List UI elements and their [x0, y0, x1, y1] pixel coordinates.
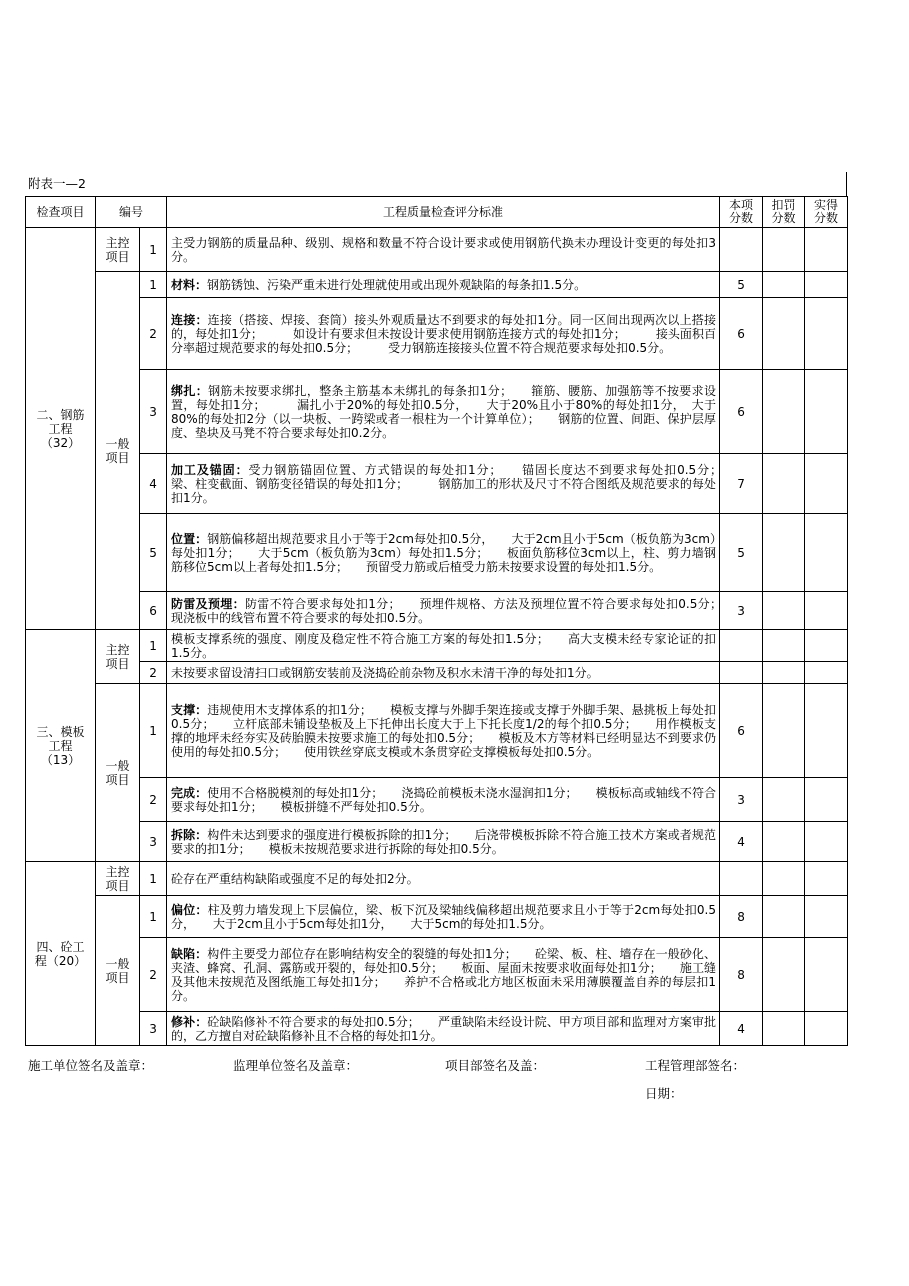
item-score: 3 [720, 592, 763, 630]
section-3-name-l2: 工程 [48, 738, 73, 753]
header-code: 编号 [96, 197, 167, 228]
table-row [26, 822, 848, 862]
item-score [720, 630, 763, 662]
table-row [26, 630, 848, 662]
item-score: 6 [720, 370, 763, 454]
item-text: 构件主要受力部位存在影响结构安全的裂缝的每处扣1分； 砼梁、板、柱、墙存在一般砂化、夹渣、蜂窝、孔洞、露筋或开裂的，每处扣0.5分； 板面、屋面未按要求收面每处扣1分； 施工缝及其他未按规范及图纸施工每处扣1分； 养护不合格或北方地区板面未采用薄膜覆盖自养的每层扣1分。 [171, 946, 717, 1003]
header-score-l2: 分数 [729, 211, 754, 225]
item-deduction [763, 896, 805, 938]
item-actual [805, 684, 848, 778]
item-keyword: 连接： [171, 312, 208, 327]
item-deduction [763, 298, 805, 370]
date-label: 日期： [645, 1086, 683, 1101]
section-4-general-label-l2: 项目 [105, 970, 130, 985]
item-actual [805, 822, 848, 862]
item-text: 违规使用木支撑体系的扣1分； 模板支撑与外脚手架连接或支撑于外脚手架、悬挑板上每处扣0.5分； 立杆底部未铺设垫板及上下托伸出长度大于上下托长度1/2的每个扣0.5分； 用作模板支撑的地坪未经夯实及砖胎膜未按要求施工的每处扣0.5分； 模板及木方等材料已经明显达不到要求仍使用的每处扣0.5分； 使用铁丝穿底支模或木条贯穿砼支撑模板每处扣0.5分。 [171, 702, 717, 759]
item-score [720, 662, 763, 684]
section-3-main-label-l1: 主控 [105, 642, 130, 657]
item-text-cell [167, 684, 720, 778]
item-text: 构件未达到要求的强度进行模板拆除的扣1分； 后浇带模板拆除不符合施工技术方案或者规范要求的扣1分； 模板未按规范要求进行拆除的每处扣0.5分。 [171, 827, 717, 856]
section-4-main-label [96, 862, 140, 896]
header-row [26, 197, 848, 228]
item-deduction [763, 684, 805, 778]
item-actual [805, 298, 848, 370]
contractor-signature-label: 施工单位签名及盖章： [28, 1058, 154, 1073]
item-text-cell [167, 592, 741, 630]
section-4-main-label-l2: 项目 [105, 878, 130, 893]
item-deduction [763, 822, 805, 862]
section-3-general-label-l2: 项目 [105, 772, 130, 787]
item-deduction [763, 370, 805, 454]
section-4-general-label [96, 896, 140, 1046]
item-text-cell [167, 1012, 720, 1046]
item-keyword: 位置： [171, 531, 208, 546]
section-3-main-label [96, 630, 140, 684]
item-actual [805, 938, 848, 1012]
item-text-cell [167, 822, 720, 862]
header-actual-l2: 分数 [814, 211, 839, 225]
item-deduction [763, 778, 805, 822]
section-2-general-label-l1: 一般 [105, 436, 130, 451]
item-text: 柱及剪力墙发现上下层偏位，梁、板下沉及梁轴线偏移超出规范要求且小于等于2cm每处扣0.5分， 大于2cm且小于5cm每处扣1分， 大于5cm的每处扣1.5分。 [171, 902, 717, 931]
header-standard: 工程质量检查评分标准 [167, 197, 720, 228]
item-number: 3 [140, 1012, 167, 1046]
section-2-general-label-l2: 项目 [105, 450, 130, 465]
section-4-main-label-l1: 主控 [105, 864, 130, 879]
item-keyword: 加工及锚固： [171, 462, 249, 477]
item-deduction [763, 592, 805, 630]
section-4-name-l1: 四、砼工 [36, 939, 85, 954]
item-number: 1 [140, 896, 167, 938]
item-number: 2 [140, 778, 167, 822]
item-keyword: 绑扎： [171, 383, 209, 398]
section-2-name-l3: （32） [40, 435, 81, 450]
item-deduction [763, 662, 805, 684]
item-text: 主受力钢筋的质量品种、级别、规格和数量不符合设计要求或使用钢筋代换未办理设计变更的每处扣3分。 [171, 235, 717, 264]
header-score [720, 197, 763, 228]
project-dept-signature-label: 项目部签名及盖： [445, 1058, 546, 1073]
item-number: 1 [140, 272, 167, 298]
section-3-general-label [96, 684, 140, 862]
item-text: 受力钢筋锚固位置、方式错误的每处扣1分； 锚固长度达不到要求每处扣0.5分； 梁、柱变截面、钢筋变径错误的每处扣1分； 钢筋加工的形状及尺寸不符合图纸及规范要求的每处扣1分。 [171, 462, 753, 505]
item-number: 3 [140, 822, 167, 862]
item-actual [805, 228, 848, 272]
item-actual [805, 454, 848, 514]
item-text: 使用不合格脱模剂的每处扣1分； 浇捣砼前模板未浇水湿润扣1分； 模板标高或轴线不符合要求每处扣1分； 模板拼缝不严每处扣0.5分。 [171, 785, 717, 814]
item-score: 5 [720, 272, 763, 298]
table-row [26, 684, 848, 778]
table-row [26, 370, 848, 454]
item-actual [805, 272, 848, 298]
item-actual [805, 1012, 848, 1046]
section-2-general-label [96, 272, 140, 630]
section-4-general-label-l1: 一般 [105, 956, 130, 971]
header-actual-l1: 实得 [814, 198, 839, 212]
item-number: 1 [140, 228, 167, 272]
item-score: 8 [720, 896, 763, 938]
item-number: 5 [140, 514, 167, 592]
table-row [26, 514, 848, 592]
table-row [26, 662, 848, 684]
item-number: 4 [140, 454, 167, 514]
item-text: 钢筋未按要求绑扎，整条主筋基本未绑扎的每条扣1分； 箍筋、腰筋、加强筋等不按要求设置，每处扣1分； 漏扎小于20%的每处扣0.5分， 大于20%且小于80%的每处扣1分， 大于80%的每处扣2分（以一块板、一跨梁或者一根柱为一个计算单位）； 钢筋的位置、间距、保护层厚度、垫块及马凳不符合要求每处扣0.2分。 [171, 383, 717, 440]
item-text-cell [167, 454, 753, 514]
item-deduction [763, 630, 805, 662]
item-text-cell [167, 896, 720, 938]
table-row [26, 454, 848, 514]
section-4-name-l2: 程（20） [34, 953, 87, 968]
item-actual [805, 896, 848, 938]
supervisor-signature-label: 监理单位签名及盖章： [233, 1058, 359, 1073]
item-score: 4 [720, 822, 763, 862]
section-3-name-l1: 三、模板 [36, 724, 85, 739]
table-row [26, 896, 848, 938]
item-number: 1 [140, 630, 167, 662]
table-row [26, 228, 848, 272]
item-keyword: 材料： [171, 277, 208, 292]
item-text: 连接（搭接、焊接、套筒）接头外观质量达不到要求的每处扣1分。同一区间出现两次以上搭接的，每处扣1分； 如设计有要求但未按设计要求使用钢筋连接方式的每处扣1分； 接头面积百分率超过规范要求的每处扣0.5分； 受力钢筋连接接头位置不符合规范要求每处扣0.5分。 [171, 312, 717, 355]
evaluation-table [25, 196, 848, 1046]
item-text-cell [167, 298, 720, 370]
item-text: 未按要求留设清扫口或钢筋安装前及浇捣砼前杂物及积水未清干净的每处扣1分。 [171, 665, 599, 680]
item-text: 防雷不符合要求每处扣1分； 预埋件规格、方法及预埋位置不符合要求每处扣0.5分； 现浇板中的线管布置不符合要求的每处扣0.5分。 [171, 596, 741, 625]
item-score: 4 [720, 1012, 763, 1046]
item-deduction [763, 862, 805, 896]
item-number: 2 [140, 662, 167, 684]
section-3-general-label-l1: 一般 [105, 758, 130, 773]
item-text: 砼缺陷修补不符合要求的每处扣0.5分； 严重缺陷未经设计院、甲方项目部和监理对方案审批的，乙方擅自对砼缺陷修补且不合格的每处扣1分。 [171, 1014, 716, 1043]
item-text: 钢筋锈蚀、污染严重未进行处理就使用或出现外观缺陷的每条扣1.5分。 [207, 277, 587, 292]
section-2-main-label [96, 228, 140, 272]
item-deduction [763, 514, 805, 592]
section-2-name [26, 228, 96, 630]
item-deduction [763, 228, 805, 272]
item-text-cell [167, 514, 720, 592]
item-deduction [763, 272, 805, 298]
doc-id: 附表一—2 [25, 172, 847, 196]
item-score: 6 [720, 298, 763, 370]
section-4-name [26, 862, 96, 1046]
signature-area [25, 1046, 847, 1106]
item-number: 2 [140, 298, 167, 370]
item-actual [805, 778, 848, 822]
item-text-cell [167, 662, 720, 684]
table-row [26, 1012, 848, 1046]
item-keyword: 缺陷： [171, 946, 208, 961]
section-2-main-label-l1: 主控 [105, 235, 130, 250]
item-actual [805, 630, 848, 662]
item-text-cell [167, 938, 720, 1012]
item-number: 3 [140, 370, 167, 454]
table-row [26, 272, 848, 298]
header-item: 检查项目 [26, 197, 96, 228]
item-text-cell [167, 272, 720, 298]
section-2-main-label-l2: 项目 [105, 249, 130, 264]
section-3-name [26, 630, 96, 862]
item-keyword: 拆除： [171, 827, 208, 842]
item-actual [805, 370, 848, 454]
item-text-cell [167, 862, 720, 896]
item-text: 模板支撑系统的强度、刚度及稳定性不符合施工方案的每处扣1.5分； 高大支模未经专家论证的扣1.5分。 [171, 631, 717, 660]
item-keyword: 修补： [171, 1014, 208, 1029]
header-actual [805, 197, 848, 228]
section-3-main-label-l2: 项目 [105, 656, 130, 671]
item-number: 1 [140, 684, 167, 778]
item-deduction [763, 938, 805, 1012]
item-score: 5 [720, 514, 763, 592]
header-deduct-l1: 扣罚 [771, 198, 796, 212]
item-score: 8 [720, 938, 763, 1012]
header-deduct [763, 197, 805, 228]
item-score [720, 228, 763, 272]
table-row [26, 862, 848, 896]
header-score-l1: 本项 [729, 198, 754, 212]
item-number: 6 [140, 592, 167, 630]
section-3-name-l3: （13） [40, 752, 81, 767]
engineering-dept-signature-label: 工程管理部签名： [645, 1058, 746, 1073]
item-deduction [763, 454, 805, 514]
item-actual [805, 592, 848, 630]
item-text-cell [167, 630, 720, 662]
header-deduct-l2: 分数 [771, 211, 796, 225]
item-text-cell [167, 370, 720, 454]
table-row [26, 592, 848, 630]
evaluation-sheet [25, 172, 847, 1106]
item-keyword: 偏位： [171, 902, 208, 917]
item-actual [805, 514, 848, 592]
item-score: 7 [720, 454, 763, 514]
item-text: 钢筋偏移超出规范要求且小于等于2cm每处扣0.5分， 大于2cm且小于5cm（板负筋为3cm）每处扣1分； 大于5cm（板负筋为3cm）每处扣1.5分； 板面负筋移位3cm以上，柱、剪力墙钢筋移位5cm以上者每处扣1.5分； 预留受力筋或后植受力筋未按要求设置的每处扣1.5分。 [171, 531, 717, 574]
item-actual [805, 662, 848, 684]
item-text-cell [167, 228, 720, 272]
item-actual [805, 862, 848, 896]
item-number: 2 [140, 938, 167, 1012]
table-row [26, 938, 848, 1012]
item-deduction [763, 1012, 805, 1046]
item-text: 砼存在严重结构缺陷或强度不足的每处扣2分。 [171, 871, 419, 886]
table-row [26, 298, 848, 370]
item-score [720, 862, 763, 896]
section-2-name-l2: 工程 [48, 421, 73, 436]
item-keyword: 防雷及预埋： [171, 596, 245, 611]
item-keyword: 支撑： [171, 702, 208, 717]
item-text-cell [167, 778, 720, 822]
item-keyword: 完成： [171, 785, 208, 800]
table-row [26, 778, 848, 822]
item-score: 3 [720, 778, 763, 822]
section-2-name-l1: 二、钢筋 [36, 407, 85, 422]
item-number: 1 [140, 862, 167, 896]
item-score: 6 [720, 684, 763, 778]
